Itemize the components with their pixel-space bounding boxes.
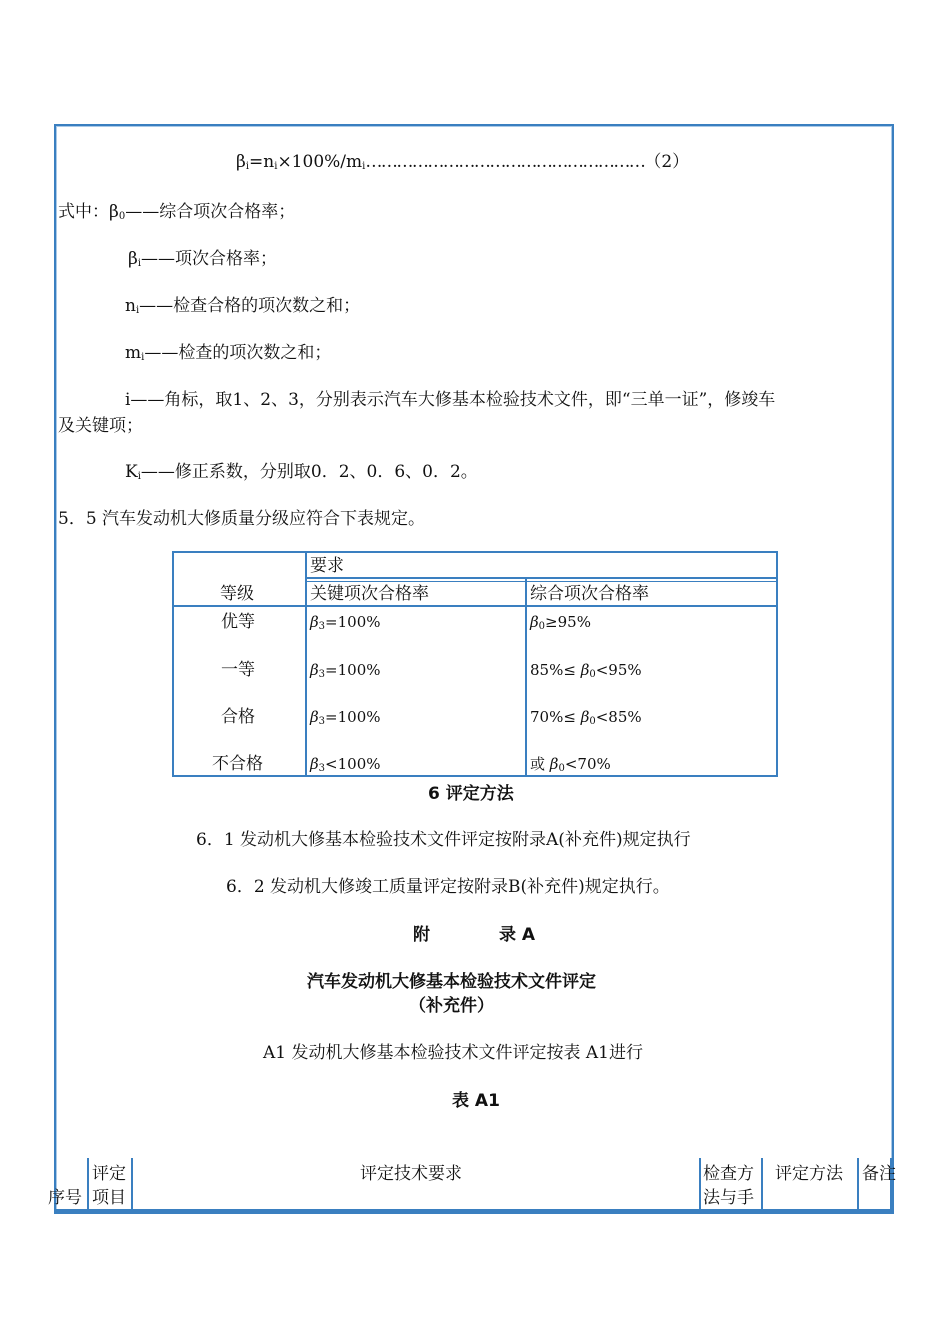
a1-header-check-2: 法与手 [703,1188,754,1208]
row-key-rate: $\beta_3<100\%$ [310,755,381,774]
row-overall-rate: $\beta_0\ge 95\%$ [530,613,591,632]
row-grade: 一等 [221,660,255,680]
a1-bottom-rule [56,1209,892,1212]
row-grade: 优等 [221,612,255,632]
appendix-label-b: 录 A [499,925,536,945]
row-grade: 不合格 [212,754,263,774]
row-key-rate: $\beta_3=100\%$ [310,613,381,632]
header-grade: 等级 [220,584,254,604]
a1-header-requirement: 评定技术要求 [360,1164,462,1184]
a1-header-check-1: 检查方 [703,1164,754,1184]
row-overall-rate: 或 $\beta_0<70\%$ [530,755,611,774]
header-requirement: 要求 [310,556,344,576]
row-grade: 合格 [221,707,255,727]
a1-header-note: 备注 [862,1164,896,1184]
appendix-title: 汽车发动机大修基本检验技术文件评定 [307,972,596,992]
header-overall-rate: 综合项次合格率 [530,584,649,604]
row-key-rate: $\beta_3=100\%$ [310,661,381,680]
section-6-2: 6．2 发动机大修竣工质量评定按附录B(补充件)规定执行。 [226,877,670,897]
formula-2: $\beta_i=n_i\times 100\%/m_i\dots\dots\dots\dots\dots\dots\dots\dots\dots\dots\dots\dots\dots\dots\dots\dots\dots\dots(2)$ [236,152,690,172]
def-i-line1: i——角标，取1、2、3，分别表示汽车大修基本检验技术文件，即“三单一证”，修竣车 [125,390,776,410]
def-ni: $n_i——$检查合格的项次数之和； [125,296,361,316]
section-6-title: 6 评定方法 [428,784,514,804]
section-6-1: 6．1 发动机大修基本检验技术文件评定按附录A(补充件)规定执行 [196,830,691,850]
def-mi: $m_i——$检查的项次数之和； [125,343,332,363]
a1-header-item-1: 评定 [92,1164,126,1184]
header-key-rate: 关键项次合格率 [310,584,429,604]
a1-header-no: 序号 [48,1188,82,1208]
section-5-5: 5．5 汽车发动机大修质量分级应符合下表规定。 [58,509,426,529]
appendix-subtitle: （补充件） [409,996,494,1016]
table-a1-header [48,1158,896,1212]
a1-header-item-2: 项目 [92,1188,126,1208]
row-overall-rate: $85\%\le \beta_0<95\%$ [530,661,642,680]
row-overall-rate: $70\%\le \beta_0<85\%$ [530,708,642,727]
def-ki: $K_i——$修正系数，分别取0．2、0．6、0．2。 [125,462,478,482]
table-a1-label: 表 A1 [452,1091,500,1111]
grade-table [172,551,778,777]
row-key-rate: $\beta_3=100\%$ [310,708,381,727]
a1-header-method: 评定方法 [775,1164,843,1184]
def-i-line2: 及关键项； [58,416,143,436]
def-betai: $\beta_i——$项次合格率； [128,249,278,269]
appendix-a1-text: A1 发动机大修基本检验技术文件评定按表 A1进行 [263,1043,643,1063]
def-beta0: 式中：$\beta_0——$综合项次合格率； [58,202,296,222]
appendix-label-a: 附 [413,925,430,945]
